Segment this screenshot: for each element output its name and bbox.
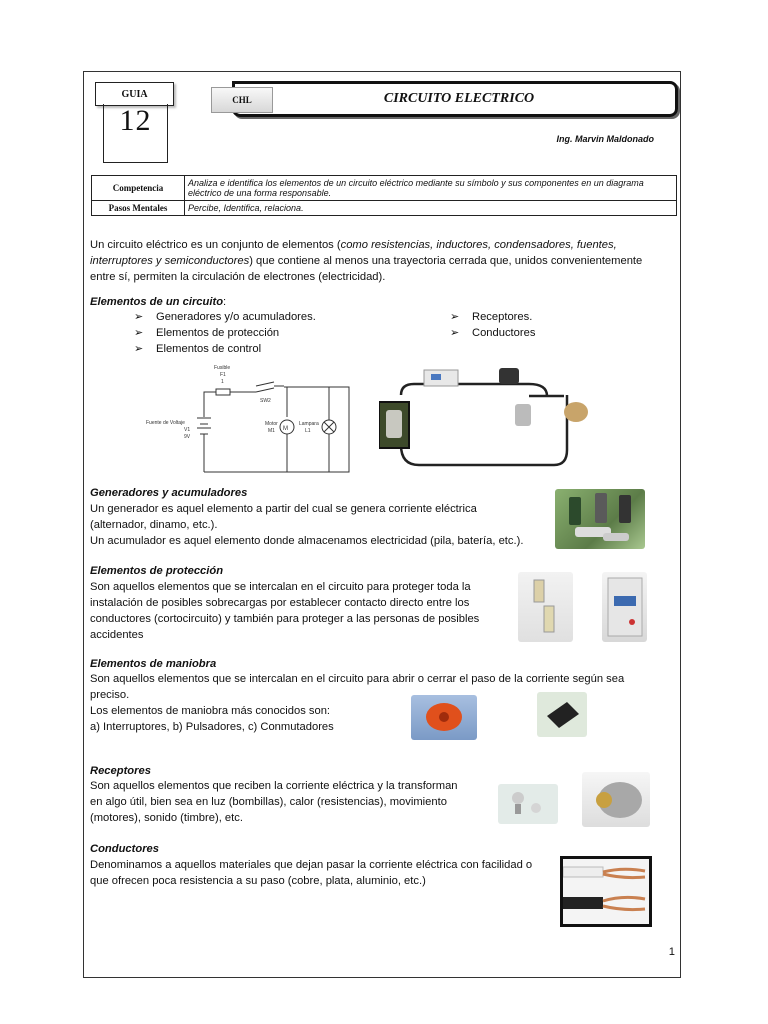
man-line: preciso. (90, 689, 130, 701)
rec-line: (motores), sonido (timbre), etc. (90, 812, 243, 824)
switch-icon (499, 368, 519, 384)
elements-right-list (450, 309, 535, 341)
pushbutton-photo (411, 695, 477, 740)
fuse-photo (518, 572, 573, 642)
competencia-label: Competencia (92, 176, 185, 201)
elements-heading-colon: : (223, 296, 227, 308)
prot-line: accidentes (90, 629, 144, 641)
bulb-icon (564, 402, 588, 422)
author: Ing. Marvin Maldonado (556, 134, 654, 144)
prot-paragraph (90, 579, 510, 643)
gen-line: (alternador, dinamo, etc.). (90, 519, 218, 531)
list-item-label: Elementos de control (156, 343, 262, 355)
list-item-label: Generadores y/o acumuladores. (156, 311, 316, 323)
con-heading: Conductores (90, 843, 159, 855)
gen-heading: Generadores y acumuladores (90, 487, 248, 499)
bulbs-photo (498, 784, 558, 824)
con-line: Denominamos a aquellos materiales que dejan pasar la corriente eléctrica con facilidad o (90, 859, 533, 871)
chl-label: CHL (211, 87, 273, 113)
prot-line: Son aquellos elementos que se intercalan en el circuito para proteger toda la (90, 581, 471, 593)
label-motor: Motor (265, 421, 278, 427)
man-line: Son aquellos elementos que se intercalan en el circuito para abrir o cerrar el paso de la corriente según sea (90, 673, 625, 685)
prot-line: instalación de posibles sobrecargas por establecer contacto directo entre los (90, 597, 470, 609)
intro-paragraph (90, 237, 670, 285)
circuit-illustration (379, 360, 604, 470)
elements-heading (90, 294, 226, 310)
label-fusible: Fusible (214, 365, 231, 371)
list-item-label: Elementos de protección (156, 327, 280, 339)
cables-photo (560, 856, 652, 927)
motor-icon (515, 404, 531, 426)
label-f1: F1 (220, 372, 226, 378)
label-m1: M1 (268, 428, 275, 434)
list-item-label: Conductores (472, 327, 536, 339)
pasos-label: Pasos Mentales (92, 201, 185, 216)
gen-paragraph (90, 501, 560, 549)
list-item: ➢ Generadores y/o acumuladores. (134, 311, 316, 323)
list-item-label: Receptores. (472, 311, 533, 323)
label-9v: 9V (184, 434, 191, 440)
label-one: 1 (221, 379, 224, 385)
list-item: ➢ Conductores (450, 327, 536, 339)
guia-number: 12 (103, 104, 168, 163)
elements-left-list (134, 309, 316, 357)
pasos-text: Percibe, Identifica, relaciona. (185, 201, 677, 216)
con-line: que ofrecen poca resistencia a su paso (cobre, plata, aluminio, etc.) (90, 875, 426, 887)
intro-text-a: Un circuito eléctrico es un conjunto de elementos ( (90, 239, 341, 251)
rec-heading: Receptores (90, 765, 151, 777)
motor-photo (582, 772, 650, 827)
rec-line: Son aquellos elementos que reciben la corriente eléctrica y la transforman (90, 780, 458, 792)
label-fuente: Fuente de Voltaje (146, 420, 185, 426)
prot-heading: Elementos de protección (90, 565, 224, 577)
table-row (92, 201, 677, 216)
intro-text-b: como resistencias, inductores, condensadores, fuentes, interruptores y semiconductores (90, 239, 617, 267)
list-item: ➢ Receptores. (450, 311, 533, 323)
list-item: ➢ Elementos de protección (134, 327, 280, 339)
page-number: 1 (668, 946, 675, 958)
con-paragraph (90, 857, 560, 889)
prot-line: conductores (cortocircuito) y también para proteger a las personas de posibles (90, 613, 480, 625)
intro-text-c: ) que contiene al menos una trayectoria cerrada que, unidos convenientemente entre sí, permiten la circulación de electrones (electricidad). (90, 255, 643, 283)
switch-photo (537, 692, 587, 737)
svg-text:M: M (283, 426, 288, 432)
circuit-schematic (144, 362, 354, 477)
man-line: a) Interruptores, b) Pulsadores, c) Conmutadores (90, 721, 334, 733)
label-v1: V1 (184, 427, 191, 433)
gen-line: Un acumulador es aquel elemento donde almacenamos electricidad (pila, batería, etc.). (90, 535, 524, 547)
guia-label: GUIA (95, 82, 174, 106)
label-l1: L1 (305, 428, 311, 434)
label-lampara: Lampara (299, 421, 319, 427)
competencia-table (91, 175, 677, 216)
batteries-photo (555, 489, 645, 549)
man-heading: Elementos de maniobra (90, 658, 217, 670)
man-line: Los elementos de maniobra más conocidos son: (90, 705, 331, 717)
gen-line: Un generador es aquel elemento a partir del cual se genera corriente eléctrica (90, 503, 477, 515)
page (83, 71, 681, 978)
rec-line: en algo útil, bien sea en luz (bombillas), calor (resistencias), movimiento (90, 796, 447, 808)
label-sw2: SW2 (260, 398, 271, 404)
table-row (92, 176, 677, 201)
elements-heading-text: Elementos de un circuito (90, 296, 224, 308)
breaker-photo (602, 572, 647, 642)
rec-paragraph (90, 778, 510, 826)
list-item: ➢ Elementos de control (134, 343, 262, 355)
page-title: CIRCUITO ELECTRICO (383, 91, 535, 106)
competencia-text: Analiza e identifica los elementos de un circuito eléctrico mediante su símbolo y sus componentes en un diagrama eléctrico de una forma responsable. (185, 176, 677, 201)
